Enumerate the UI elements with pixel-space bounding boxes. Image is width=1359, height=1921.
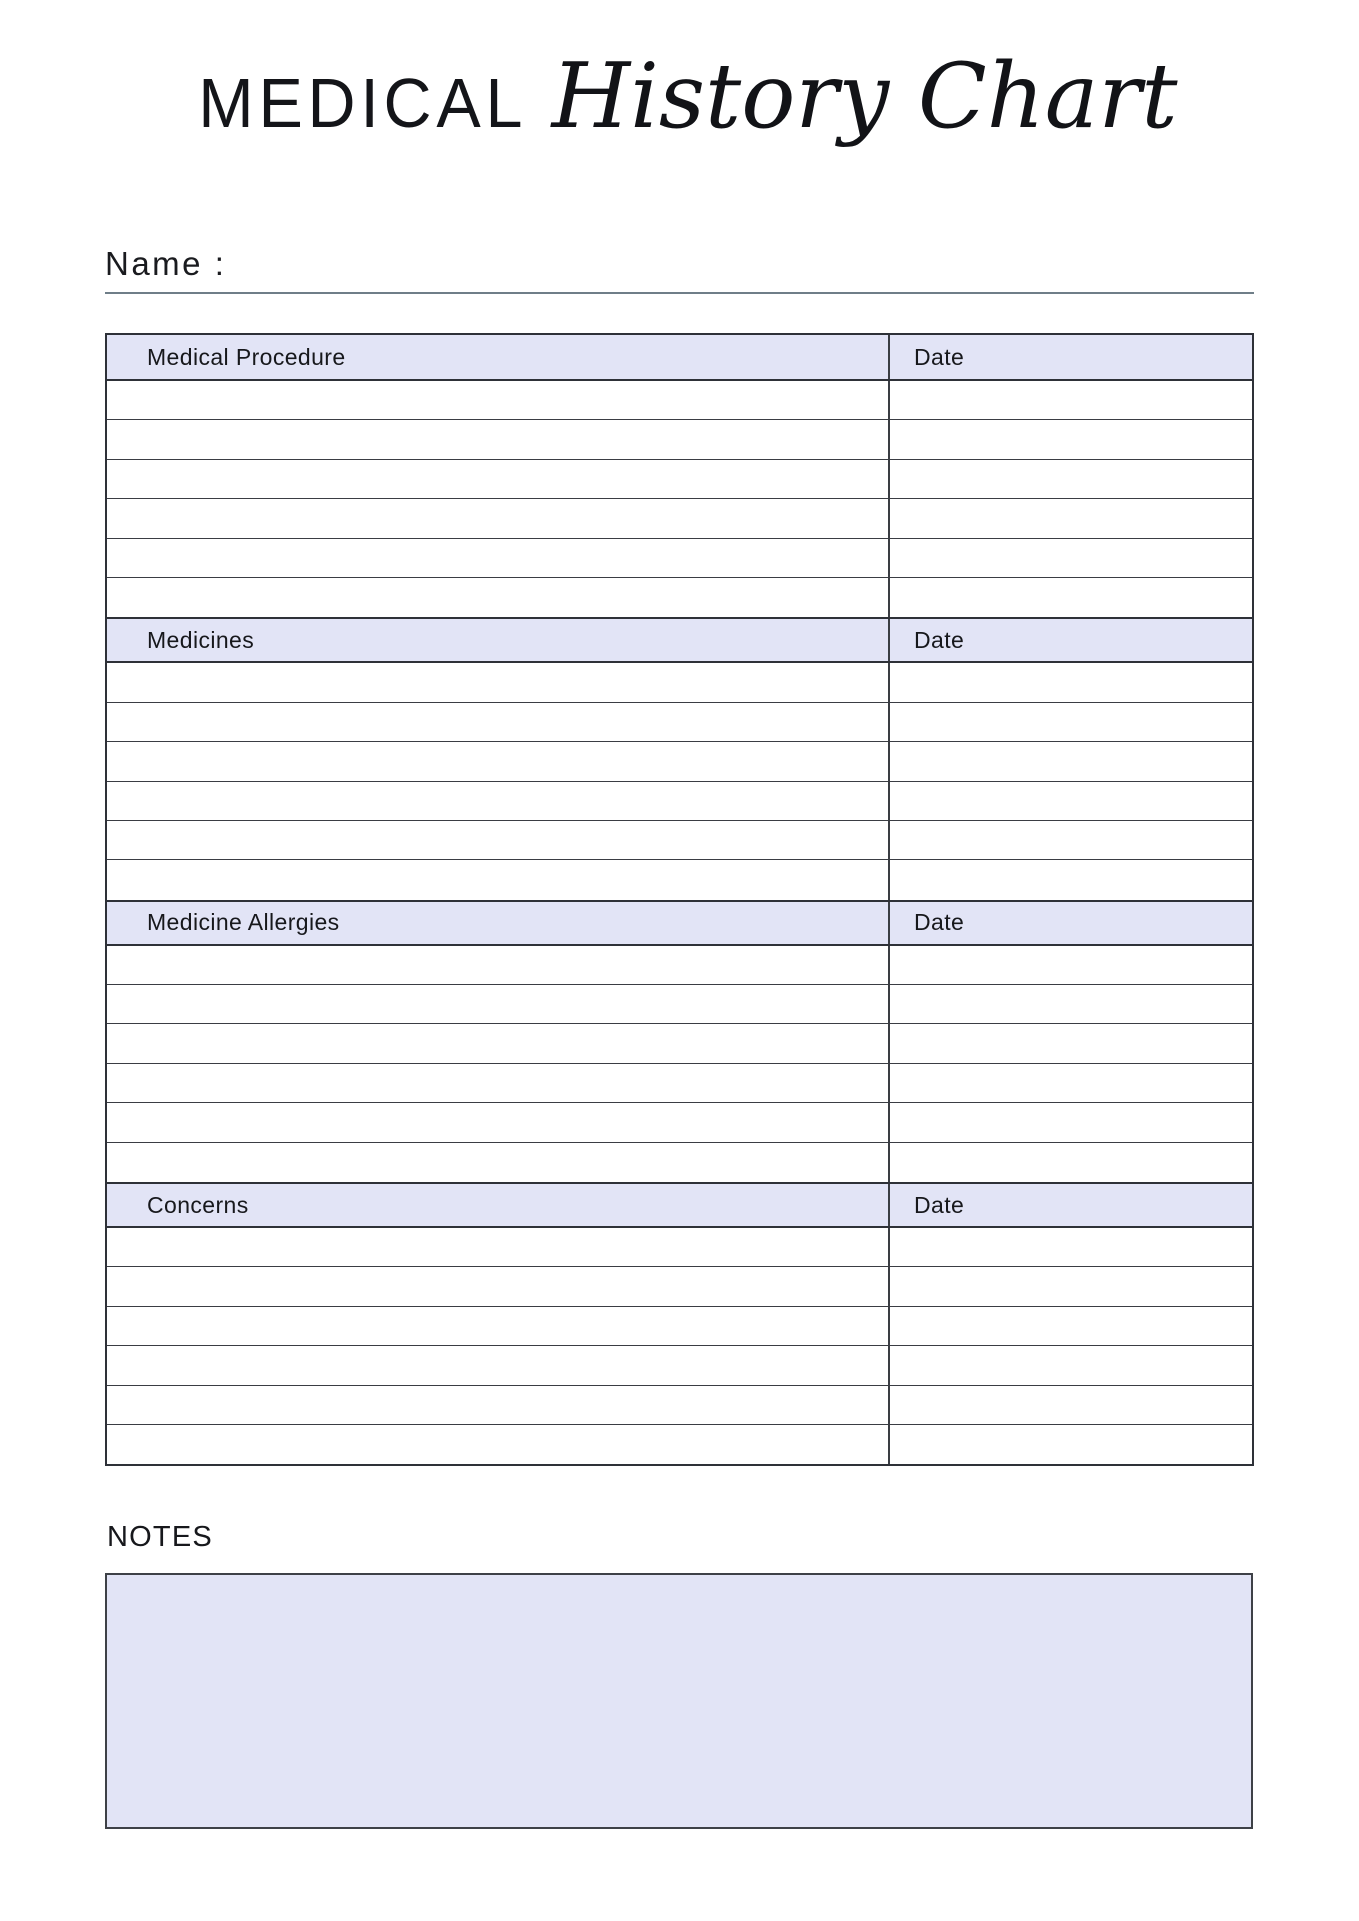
table-row bbox=[107, 1064, 1252, 1103]
section-title: Medicines bbox=[107, 619, 890, 661]
entry-cell[interactable] bbox=[107, 1346, 890, 1384]
entry-cell[interactable] bbox=[107, 499, 890, 537]
table-row bbox=[107, 663, 1252, 702]
date-cell[interactable] bbox=[890, 499, 1252, 537]
date-cell[interactable] bbox=[890, 420, 1252, 458]
section-header-row bbox=[107, 900, 1252, 946]
table-row bbox=[107, 860, 1252, 899]
table-row bbox=[107, 381, 1252, 420]
table-row bbox=[107, 821, 1252, 860]
date-cell[interactable] bbox=[890, 1307, 1252, 1345]
date-cell[interactable] bbox=[890, 782, 1252, 820]
table-row bbox=[107, 539, 1252, 578]
date-cell[interactable] bbox=[890, 1228, 1252, 1266]
table-section bbox=[107, 900, 1252, 1182]
table-row bbox=[107, 1386, 1252, 1425]
table-row bbox=[107, 1346, 1252, 1385]
entry-cell[interactable] bbox=[107, 1103, 890, 1141]
entry-cell[interactable] bbox=[107, 1228, 890, 1266]
section-title: Medicine Allergies bbox=[107, 902, 890, 944]
entry-cell[interactable] bbox=[107, 821, 890, 859]
date-column-header: Date bbox=[914, 909, 965, 936]
date-cell[interactable] bbox=[890, 381, 1252, 419]
entry-cell[interactable] bbox=[107, 782, 890, 820]
page-title bbox=[0, 44, 1359, 149]
table-row bbox=[107, 499, 1252, 538]
entry-cell[interactable] bbox=[107, 578, 890, 617]
table-row bbox=[107, 420, 1252, 459]
entry-cell[interactable] bbox=[107, 1267, 890, 1305]
table-row bbox=[107, 703, 1252, 742]
table-row bbox=[107, 985, 1252, 1024]
table-section bbox=[107, 335, 1252, 617]
section-header-row bbox=[107, 335, 1252, 381]
entry-cell[interactable] bbox=[107, 742, 890, 780]
table-section bbox=[107, 1182, 1252, 1464]
date-cell[interactable] bbox=[890, 860, 1252, 899]
section-header-row bbox=[107, 617, 1252, 663]
table-row bbox=[107, 1307, 1252, 1346]
table-row bbox=[107, 460, 1252, 499]
table-row bbox=[107, 1024, 1252, 1063]
entry-cell[interactable] bbox=[107, 1143, 890, 1182]
date-cell[interactable] bbox=[890, 1143, 1252, 1182]
title-word-medical: MEDICAL bbox=[198, 64, 528, 142]
name-input-area[interactable] bbox=[240, 241, 1254, 275]
date-cell[interactable] bbox=[890, 578, 1252, 617]
date-cell[interactable] bbox=[890, 742, 1252, 780]
entry-cell[interactable] bbox=[107, 1425, 890, 1464]
date-cell[interactable] bbox=[890, 539, 1252, 577]
date-cell[interactable] bbox=[890, 1346, 1252, 1384]
date-cell[interactable] bbox=[890, 946, 1252, 984]
table-row bbox=[107, 782, 1252, 821]
date-cell[interactable] bbox=[890, 703, 1252, 741]
table-row bbox=[107, 1103, 1252, 1142]
entry-cell[interactable] bbox=[107, 860, 890, 899]
entry-cell[interactable] bbox=[107, 1024, 890, 1062]
date-cell[interactable] bbox=[890, 663, 1252, 701]
date-column-header: Date bbox=[914, 343, 965, 370]
date-cell[interactable] bbox=[890, 1386, 1252, 1424]
section-title: Medical Procedure bbox=[107, 335, 890, 379]
date-cell[interactable] bbox=[890, 1103, 1252, 1141]
date-cell[interactable] bbox=[890, 460, 1252, 498]
section-header-row bbox=[107, 1182, 1252, 1228]
notes-input-area[interactable] bbox=[105, 1573, 1253, 1829]
entry-cell[interactable] bbox=[107, 420, 890, 458]
table-row bbox=[107, 1228, 1252, 1267]
table-row bbox=[107, 1267, 1252, 1306]
entry-cell[interactable] bbox=[107, 663, 890, 701]
table-row bbox=[107, 742, 1252, 781]
date-cell[interactable] bbox=[890, 1267, 1252, 1305]
history-table bbox=[105, 333, 1254, 1466]
date-cell[interactable] bbox=[890, 985, 1252, 1023]
date-cell[interactable] bbox=[890, 1024, 1252, 1062]
entry-cell[interactable] bbox=[107, 1064, 890, 1102]
table-row bbox=[107, 1143, 1252, 1182]
entry-cell[interactable] bbox=[107, 703, 890, 741]
name-label: Name : bbox=[105, 245, 227, 282]
date-cell[interactable] bbox=[890, 821, 1252, 859]
date-column-header: Date bbox=[914, 1191, 965, 1218]
name-row bbox=[105, 241, 1254, 294]
entry-cell[interactable] bbox=[107, 460, 890, 498]
notes-label: NOTES bbox=[107, 1521, 213, 1553]
entry-cell[interactable] bbox=[107, 381, 890, 419]
date-cell[interactable] bbox=[890, 1064, 1252, 1102]
entry-cell[interactable] bbox=[107, 946, 890, 984]
table-section bbox=[107, 617, 1252, 899]
entry-cell[interactable] bbox=[107, 1307, 890, 1345]
table-row bbox=[107, 946, 1252, 985]
date-cell[interactable] bbox=[890, 1425, 1252, 1464]
entry-cell[interactable] bbox=[107, 539, 890, 577]
section-title: Concerns bbox=[107, 1184, 890, 1226]
table-row bbox=[107, 578, 1252, 617]
title-script-history-chart: History Chart bbox=[551, 44, 1178, 149]
date-column-header: Date bbox=[914, 626, 965, 653]
table-row bbox=[107, 1425, 1252, 1464]
entry-cell[interactable] bbox=[107, 985, 890, 1023]
entry-cell[interactable] bbox=[107, 1386, 890, 1424]
